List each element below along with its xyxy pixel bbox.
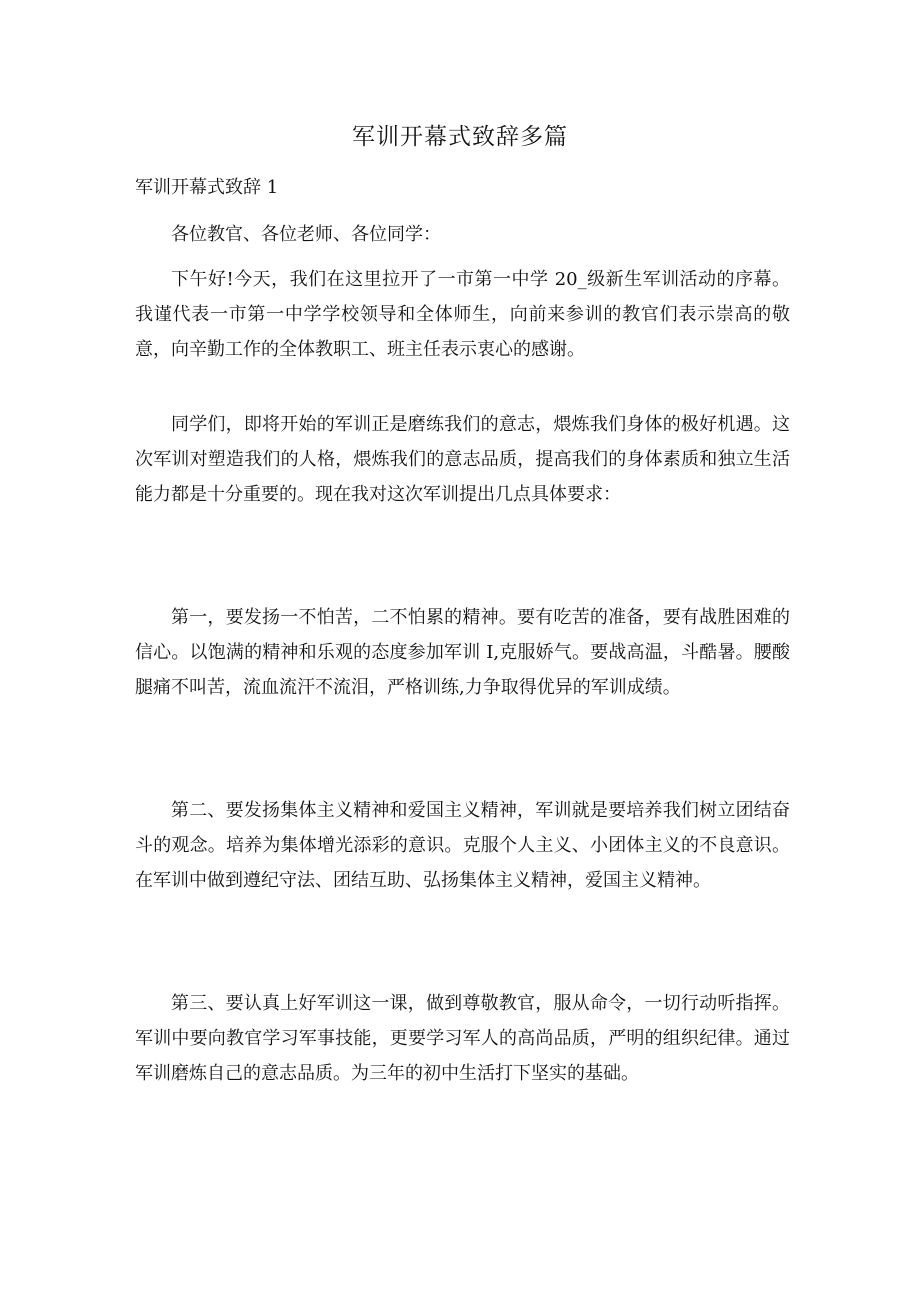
- document-title: 军训开幕式致辞多篇: [352, 124, 568, 150]
- paragraph-4: 第二、要发扬集体主义精神和爱国主义精神，军训就是要培养我们树立团结奋斗的观念。培养为集体增光添彩的意识。克服个人主义、小团体主义的不良意识。在军训中做到遵纪守法、团结互助、弘扬集体主义精神，爱国主义精神。: [135, 800, 790, 891]
- section-heading: 军训开幕式致辞 1: [135, 177, 279, 198]
- salutation: 各位教官、各位老师、各位同学：: [171, 224, 441, 245]
- paragraph-5: 第三、要认真上好军训这一课，做到尊敬教官，服从命令，一切行动听指挥。军训中要向教官学习军事技能，更要学习军人的高尚品质，严明的组织纪律。通过军训磨炼自己的意志品质。为三年的初中生活打下坚实的基础。: [135, 993, 790, 1084]
- paragraph-2: 同学们，即将开始的军训正是磨练我们的意志，煨炼我们身体的极好机遇。这次军训对塑造我们的人格，煨炼我们的意志品质，提高我们的身体素质和独立生活能力都是十分重要的。现在我对这次军训提出几点具体要求：: [135, 414, 790, 505]
- paragraph-1: 下午好!今天，我们在这里拉开了一市第一中学 20_级新生军训活动的序幕。我谨代表一市第一中学学校领导和全体师生，向前来参训的教官们表示崇高的敬意，向辛勤工作的全体教职工、班主任表示衷心的感谢。: [135, 269, 790, 360]
- paragraph-3: 第一，要发扬一不怕苦，二不怕累的精神。要有吃苦的准备，要有战胜困难的信心。以饱满的精神和乐观的态度参加军训 I,克服娇气。要战高温，斗酷暑。腰酸腿痛不叫苦，流血流汗不流泪，严格训练,力争取得优异的军训成绩。: [135, 607, 790, 698]
